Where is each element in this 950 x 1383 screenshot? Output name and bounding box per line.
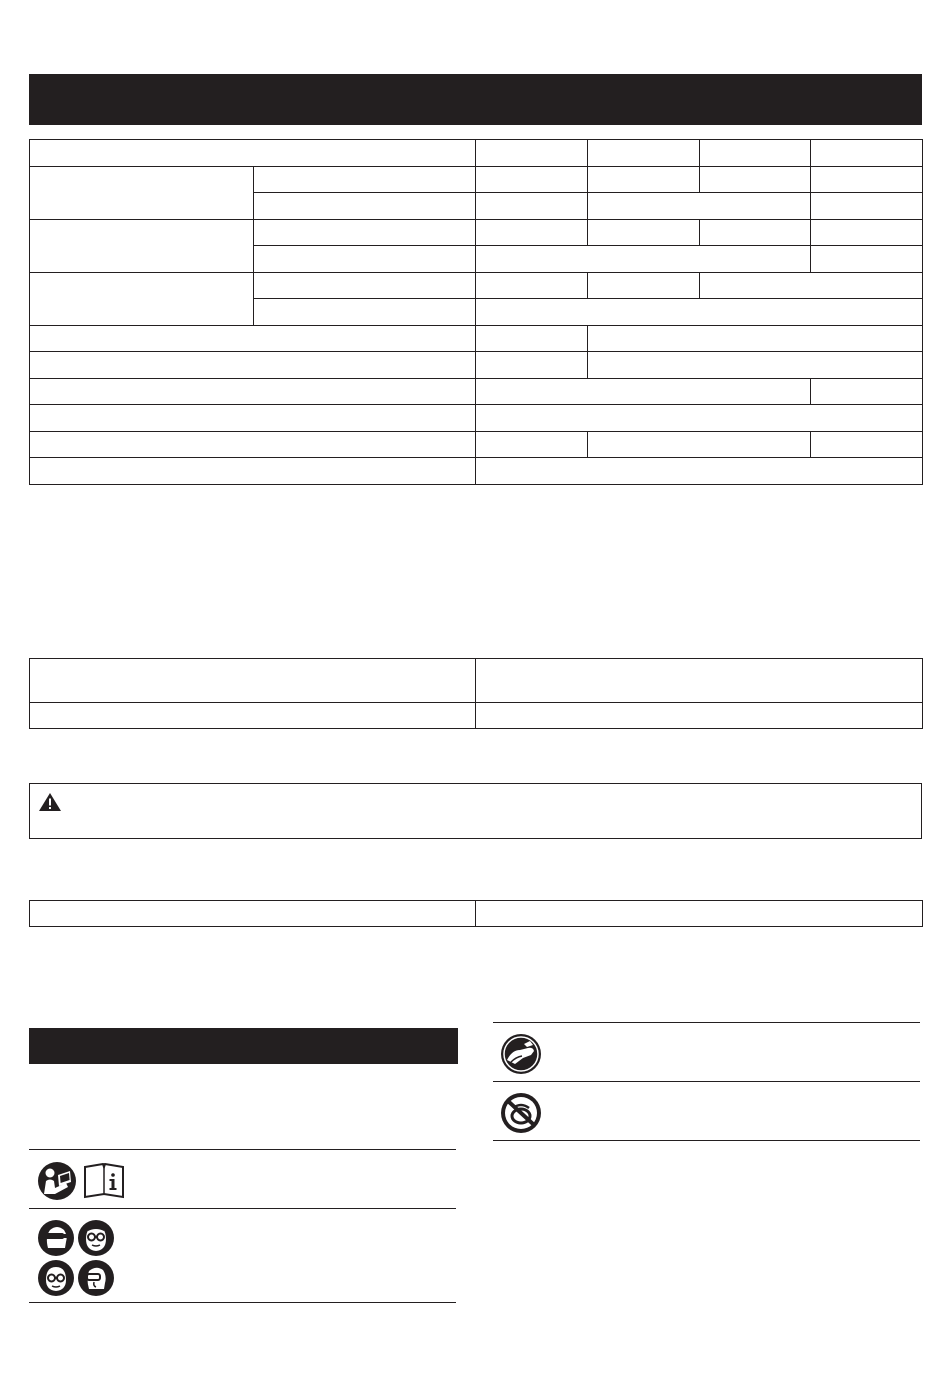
table-cell: [476, 167, 588, 193]
warning-triangle-icon: [38, 792, 62, 812]
table-cell: [588, 432, 811, 458]
face-shield-icon: [77, 1219, 115, 1257]
table-cell: [811, 193, 923, 220]
table-cell: [811, 140, 923, 167]
warning-panel: [29, 783, 922, 839]
divider: [29, 1208, 456, 1209]
table-cell: [588, 167, 700, 193]
table-cell: [476, 140, 588, 167]
table-row: [30, 379, 923, 405]
table-cell: [30, 703, 476, 729]
table-cell: [476, 352, 588, 379]
table-row: [30, 167, 923, 193]
table-cell: [811, 432, 923, 458]
table-cell: [30, 405, 476, 432]
table-row: [30, 326, 923, 352]
divider: [29, 1149, 456, 1150]
table-cell: [811, 220, 923, 246]
divider: [493, 1140, 920, 1141]
table-cell: [30, 220, 254, 273]
table-cell: [700, 167, 811, 193]
hand-injury-warning-icon: [500, 1033, 542, 1075]
table-cell: [476, 659, 923, 703]
table-row: [30, 140, 923, 167]
table-cell: [476, 379, 811, 405]
table-cell: [254, 193, 476, 220]
table-cell: [476, 299, 923, 326]
table-cell: [476, 193, 588, 220]
table-cell: [700, 140, 811, 167]
table-cell: [700, 220, 811, 246]
table-cell: [476, 246, 811, 273]
table-cell: [30, 458, 476, 485]
table-cell: [254, 246, 476, 273]
divider: [493, 1081, 920, 1082]
table-cell: [476, 901, 923, 927]
table-cell: [30, 326, 476, 352]
table-cell: [30, 901, 476, 927]
no-guard-prohibition-icon: [500, 1092, 542, 1134]
table-row: [30, 901, 923, 927]
table-cell: [476, 273, 588, 299]
table-cell: [811, 167, 923, 193]
specifications-table: [29, 139, 923, 485]
table-row: [30, 352, 923, 379]
table-row: [30, 458, 923, 485]
table-cell: [476, 326, 588, 352]
table-cell: [254, 273, 476, 299]
table-row: [30, 659, 923, 703]
table-cell: [30, 379, 476, 405]
table-cell: [254, 167, 476, 193]
table-cell: [811, 246, 923, 273]
table-cell: [700, 273, 923, 299]
table-cell: [811, 379, 923, 405]
table-cell: [254, 299, 476, 326]
table-cell: [476, 703, 923, 729]
table-row: [30, 432, 923, 458]
table-row: [30, 703, 923, 729]
read-manual-icon: [37, 1161, 77, 1201]
table-row: [30, 220, 923, 246]
eyeglasses-icon: [77, 1259, 115, 1297]
table-cell: [588, 326, 923, 352]
table-row: [30, 405, 923, 432]
info-book-icon: [83, 1163, 125, 1199]
table-cell: [588, 220, 700, 246]
noise-table: [29, 658, 923, 729]
table-cell: [476, 458, 923, 485]
table-cell: [588, 273, 700, 299]
symbols-header-bar: [29, 1028, 458, 1064]
specifications-header-bar: [29, 74, 922, 125]
table-row: [30, 273, 923, 299]
divider: [29, 1302, 456, 1303]
safety-goggles-icon: [37, 1219, 75, 1257]
table-cell: [588, 193, 811, 220]
table-cell: [30, 352, 476, 379]
table-cell: [30, 167, 254, 220]
table-cell: [30, 432, 476, 458]
divider: [493, 1022, 920, 1023]
table-cell: [476, 220, 588, 246]
table-cell: [588, 140, 700, 167]
vibration-table: [29, 900, 923, 927]
table-cell: [476, 405, 923, 432]
table-cell: [30, 659, 476, 703]
table-cell: [254, 220, 476, 246]
table-cell: [476, 432, 588, 458]
safety-glasses-icon: [37, 1259, 75, 1297]
table-cell: [588, 352, 923, 379]
table-cell: [30, 273, 254, 326]
table-cell: [30, 140, 476, 167]
